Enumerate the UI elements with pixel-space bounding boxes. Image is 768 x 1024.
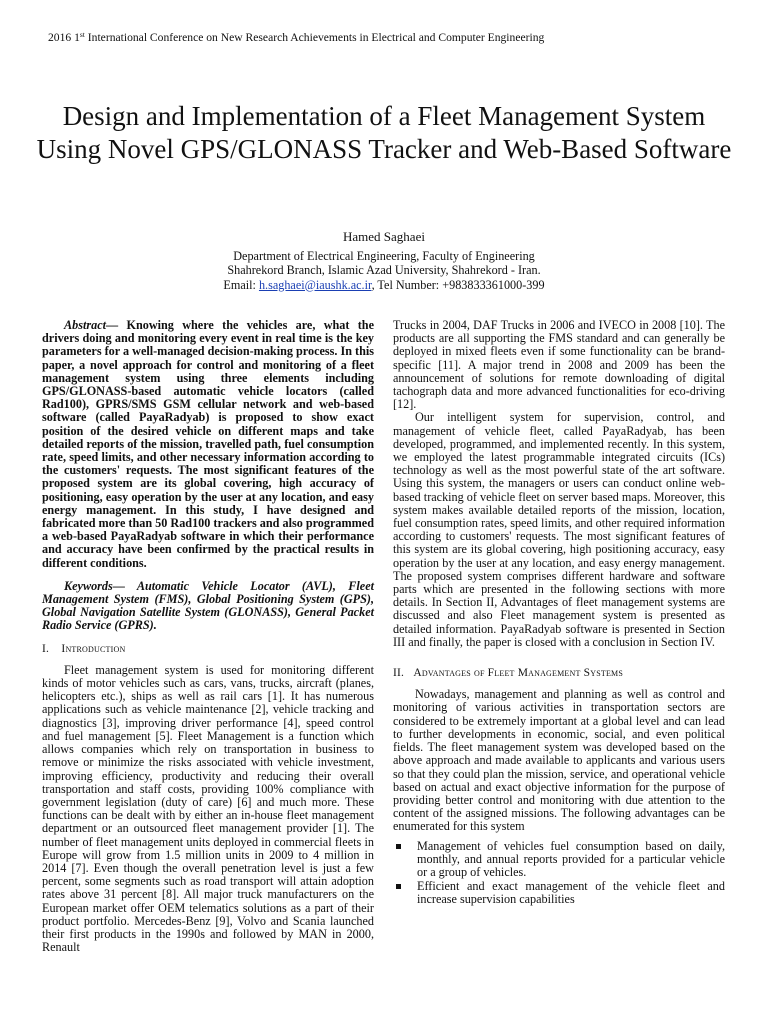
section-number: I. — [42, 642, 50, 655]
list-item — [393, 880, 725, 906]
conference-header — [48, 31, 728, 45]
advantages-paragraph: Nowadays, management and planning as well as control and monitoring of various activities in transportation sectors are considered to be extremely important at a global level and can lead to further developments in economic, social, and even political fields. The fleet management system was developed based on the above approach and made available to applicants and various users so that they could plan the mission, service, and operational vehicle based on actual and exact objective information for the purpose of providing better control and monitoring with due attention to the content of the assigned missions. The following advantages can be enumerated for this system — [393, 687, 725, 834]
keywords: Keywords— Automatic Vehicle Locator (AVL), Fleet Management System (FMS), Global Positioning System (GPS), Global Navigation Satellite System (GLONASS), General Packet Radio Service (GPRS). — [42, 578, 374, 633]
list-item-text: Management of vehicles fuel consumption based on daily, monthly, and annual reports provided for a particular vehicle or a group of vehicles. — [417, 838, 725, 879]
contact-line — [84, 278, 684, 293]
introduction-paragraph: Fleet management system is used for monitoring different kinds of motor vehicles such as cars, vans, trucks, aircraft (planes, helicopters etc.), ships as well as rail cars [1]. It has numerous applications such as vehicle maintenance [2], vehicle tracking and diagnostics [3], improving driver performance [4], speed control and fuel management [5]. Fleet Management is a function which allows companies which rely on transportation in business to remove or minimize the risks associated with vehicle investment, improving efficiency, productivity and reducing their overall transportation and staff costs, providing 100% compliance with government legislation (duty of care) [6] and much more. These functions can be dealt with by either an in-house fleet management department or an outsourced fleet management provider [1]. The number of fleet management units deployed in commercial fleets in Europe will grow from 1.5 million units in 2009 to 4 million in 2014 [7]. Even though the overall penetration level is just a few percent, some segments such as road transport will attain adoption rates above 31 percent [8]. All major truck manufacturers on the European market offer OEM telematics solutions as a part of their product portfolio. Mercedes-Benz [9], Volvo and Scania launched their first products in the 1990s and followed by MAN in 2000, Renault — [42, 662, 374, 955]
abstract-lead: Abstract— — [64, 318, 119, 332]
left-column — [42, 319, 374, 954]
list-item — [393, 840, 725, 880]
system-paragraph: Our intelligent system for supervision, control, and management of vehicle fleet, called PayaRadyab, has been developed, programmed, and implemented recently. In this system, we employed the latest programmable integrated circuits (ICs) technology as well as the most powerful state of the art software. Using this system, the managers or users can conduct online web-based tracking of vehicle fleet on server based maps. Moreover, this system makes available detailed reports of the mission, location, fuel consumption rates, speed limits, and other required information according to customers' requests. The most significant features of this system are its global covering, high positioning accuracy, easy operation by the user at any location, and easy energy management. The proposed system comprises different hardware and software parts which are presented in the following sections with more details. In Section II, Advantages of fleet management systems are discussed and also Fleet management system is presented as detailed information. PayaRadyab software is presented in Section III and finally, the paper is closed with a conclusion in Section IV. — [393, 410, 725, 649]
right-column — [393, 319, 725, 908]
conference-name: International Conference on New Research Achievements in Electrical and Computer Engineering — [84, 31, 545, 44]
advantages-list — [393, 840, 725, 907]
section-heading-introduction — [42, 643, 374, 656]
section-heading-advantages — [393, 667, 725, 680]
conference-superscript: st — [79, 30, 85, 39]
author-block — [84, 230, 684, 292]
telephone-number: , Tel Number: +983833361000-399 — [371, 277, 545, 292]
section-number: II. — [393, 667, 405, 680]
conference-year: 2016 1 — [48, 31, 80, 44]
paper-title: Design and Implementation of a Fleet Management System Using Novel GPS/GLONASS Tracker and Web-Based Software — [36, 101, 732, 164]
abstract-body: Knowing where the vehicles are, what the drivers doing and monitoring every event in real time is the key parameters for a well-managed decision-making process. In this paper, a novel approach for control and monitoring of a fleet management system using three elements including GPS/GLONASS-based automatic vehicle locators (called Rad100), GPRS/SMS GSM cellular network and web-based software (called PayaRadyab) is proposed to show exact position of the desired vehicle on different maps and take detailed reports of the mission, travelled path, fuel consumption rate, speed limits, and other necessary information according to the customers' requests. The most significant features of the proposed system are its global covering, high accuracy of positioning, easy operation by the user at any location, and easy energy management. In this study, I have designed and fabricated more than 50 Rad100 trackers and also programmed a web-based PayaRadyab software in which their performance and accuracy have been confirmed by the practical results in different conditions. — [42, 318, 374, 570]
square-bullet-icon — [396, 884, 401, 889]
abstract — [42, 319, 374, 570]
square-bullet-icon — [396, 844, 401, 849]
affiliation-department: Department of Electrical Engineering, Faculty of Engineering — [233, 248, 535, 263]
affiliation-university: Shahrekord Branch, Islamic Azad University, Shahrekord - Iran. — [227, 263, 541, 277]
email-prefix: Email: — [223, 277, 259, 292]
continuation-paragraph: Trucks in 2004, DAF Trucks in 2006 and IVECO in 2008 [10]. The products are all supporting the FMS standard and can generally be deployed in mixed fleets even if some functionality can be brand-specific [11]. A major trend in 2008 and 2009 has been the announcement of solutions for remote downloading of digital tachograph data and more advanced functionalities for eco-driving [12]. — [393, 318, 725, 412]
section-title: Introduction — [61, 642, 126, 655]
section-title: Advantages of Fleet Management Systems — [413, 667, 624, 680]
author-name: Hamed Saghaei — [343, 229, 425, 244]
list-item-text: Efficient and exact management of the vehicle fleet and increase supervision capabilities — [417, 879, 725, 907]
email-link[interactable]: h.saghaei@iaushk.ac.ir — [258, 277, 372, 292]
